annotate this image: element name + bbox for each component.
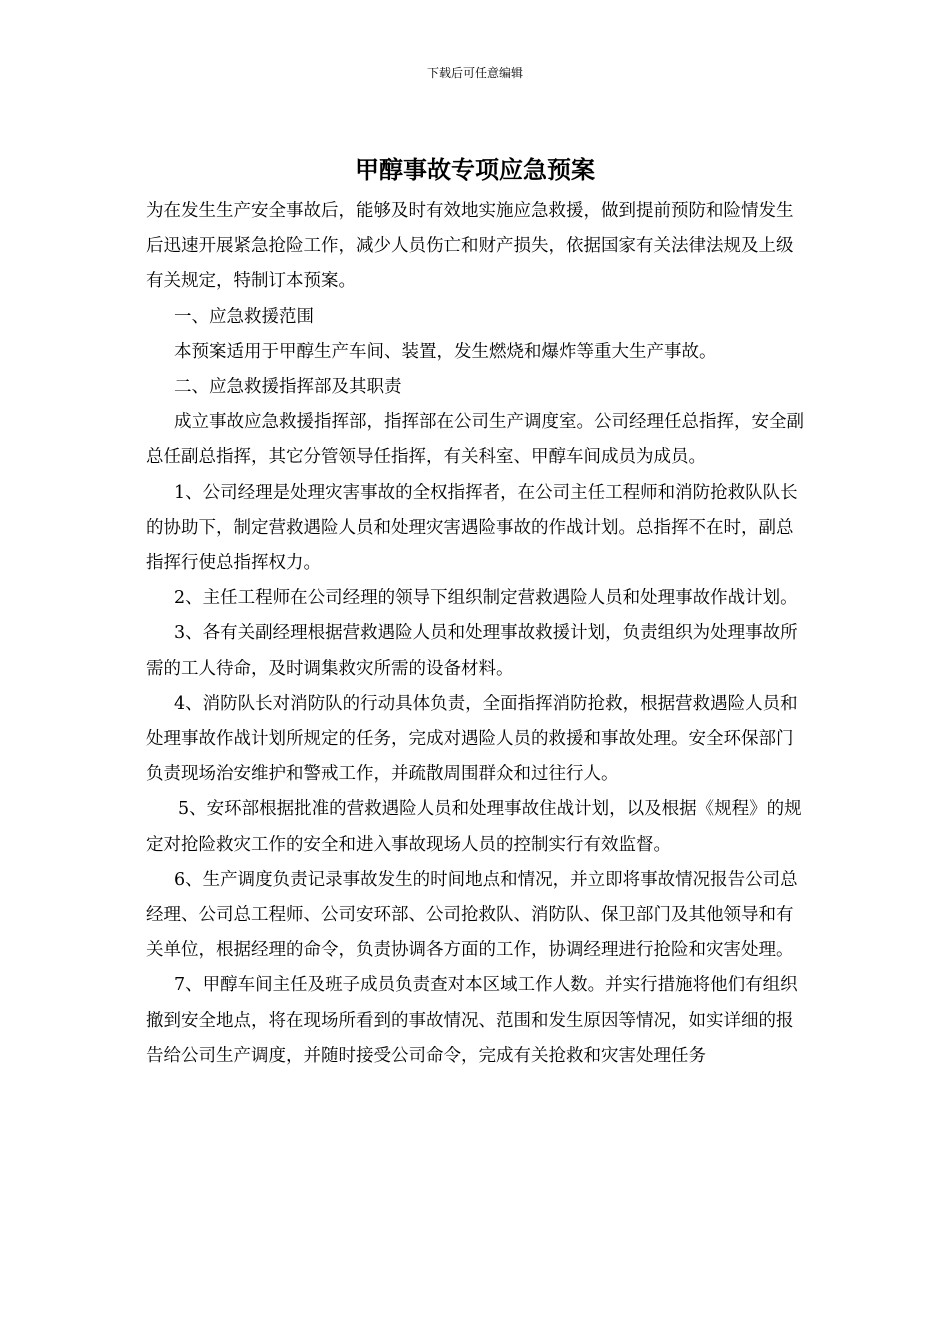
duty-item-2: 2、主任工程师在公司经理的领导下组织制定营救遇险人员和处理事故作战计划。 xyxy=(174,588,798,609)
section-heading-scope: 一、应急救援范围 xyxy=(174,306,314,327)
header-note: 下载后可任意编辑 xyxy=(426,66,523,80)
duty-item-4: 4、消防队长对消防队的行动具体负责，全面指挥消防抢救，根据营救遇险人员和处理事故作战计划所规定的任务，完成对遇险人员的救援和事故处理。安全环保部门负责现场治安维护和警戒工作，并疏散周围群众和过往行人。 xyxy=(146,693,798,785)
document-body xyxy=(146,194,808,1074)
scope-paragraph: 本预案适用于甲醇生产车间、装置，发生燃烧和爆炸等重大生产事故。 xyxy=(174,341,717,362)
duty-item-5: 5、安环部根据批准的营救遇险人员和处理事故住战计划，以及根据《规程》的规定对抢险救灾工作的安全和进入事故现场人员的控制实行有效监督。 xyxy=(146,799,802,855)
duty-item-7: 7、甲醇车间主任及班子成员负责查对本区域工作人数。并实行措施将他们有组织撤到安全地点，将在现场所看到的事故情况、范围和发生原因等情况，如实详细的报告给公司生产调度，并随时接受公司命令，完成有关抢救和灾害处理任务 xyxy=(146,975,798,1066)
command-paragraph: 成立事故应急救援指挥部，指挥部在公司生产调度室。公司经理任总指挥，安全副总任副总指挥，其它分管领导任指挥，有关科室、甲醇车间成员为成员。 xyxy=(146,412,804,468)
duty-item-6: 6、生产调度负责记录事故发生的时间地点和情况，并立即将事故情况报告公司总经理、公司总工程师、公司安环部、公司抢救队、消防队、保卫部门及其他领导和有关单位，根据经理的命令，负责协调各方面的工作，协调经理进行抢险和灾害处理。 xyxy=(146,869,798,961)
intro-paragraph: 为在发生生产安全事故后，能够及时有效地实施应急救援，做到提前预防和险情发生后迅速开展紧急抢险工作，减少人员伤亡和财产损失，依据国家有关法律法规及上级有关规定，特制订本预案。 xyxy=(146,201,794,292)
duty-item-3: 3、各有关副经理根据营救遇险人员和处理事故救援计划，负责组织为处理事故所需的工人待命，及时调集救灾所需的设备材料。 xyxy=(146,623,798,679)
document-title: 甲醇事故专项应急预案 xyxy=(355,155,595,184)
section-heading-command: 二、应急救援指挥部及其职责 xyxy=(174,377,402,398)
duty-item-1: 1、公司经理是处理灾害事故的全权指挥者，在公司主任工程师和消防抢救队队长的协助下，制定营救遇险人员和处理灾害遇险事故的作战计划。总指挥不在时，副总指挥行使总指挥权力。 xyxy=(146,482,798,574)
